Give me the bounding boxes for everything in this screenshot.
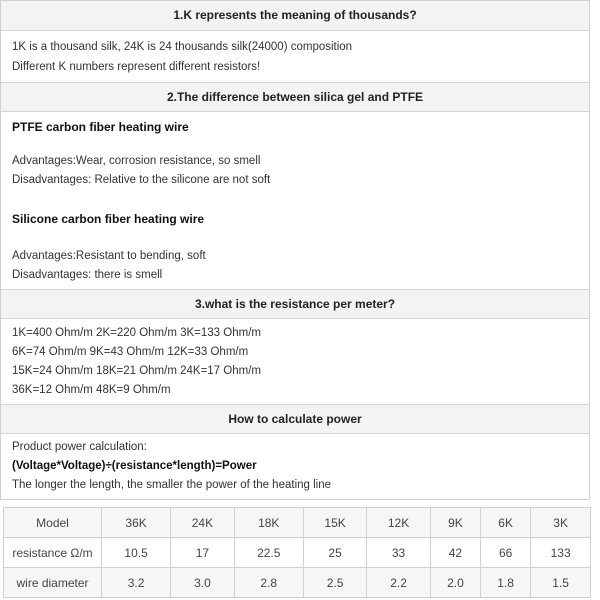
ptfe-advantages: Advantages:Wear, corrosion resistance, so smell (12, 155, 261, 167)
resistance-cell: 42 (430, 538, 480, 568)
silicone-disadvantages: Disadvantages: there is smell (12, 269, 163, 281)
model-cell: 9K (430, 508, 480, 538)
silicone-heading: Silicone carbon fiber heating wire (12, 212, 205, 226)
table-row-model (4, 508, 591, 538)
model-cell: 12K (367, 508, 430, 538)
resistance-label: resistance Ω/m (4, 538, 102, 568)
table-row-resistance (4, 538, 591, 568)
model-cell: 15K (303, 508, 366, 538)
diameter-cell: 3.0 (171, 568, 234, 598)
spec-table (3, 507, 591, 598)
resistance-cell: 17 (171, 538, 234, 568)
k-meaning-line-2: Different K numbers represent different resistors! (12, 61, 261, 73)
table-row-diameter (4, 568, 591, 598)
diameter-cell: 2.0 (430, 568, 480, 598)
ptfe-disadvantages: Disadvantages: Relative to the silicone are not soft (12, 174, 271, 186)
diameter-cell: 3.2 (102, 568, 171, 598)
section-title-k-meaning: 1.K represents the meaning of thousands? (1, 1, 589, 31)
resistance-cell: 66 (481, 538, 531, 568)
k-meaning-line-1: 1K is a thousand silk, 24K is 24 thousands silk(24000) composition (12, 41, 353, 53)
resistance-line-4: 36K=12 Ohm/m 48K=9 Ohm/m (12, 384, 171, 396)
diameter-label: wire diameter (4, 568, 102, 598)
model-cell: 6K (481, 508, 531, 538)
resistance-line-2: 6K=74 Ohm/m 9K=43 Ohm/m 12K=33 Ohm/m (12, 346, 249, 358)
resistance-line-1: 1K=400 Ohm/m 2K=220 Ohm/m 3K=133 Ohm/m (12, 327, 261, 339)
model-label: Model (4, 508, 102, 538)
model-cell: 18K (234, 508, 303, 538)
silicone-advantages: Advantages:Resistant to bending, soft (12, 250, 206, 262)
resistance-cell: 33 (367, 538, 430, 568)
power-intro: Product power calculation: (12, 441, 147, 453)
power-formula: (Voltage*Voltage)÷(resistance*length)=Power (12, 460, 257, 472)
section-title-difference: 2.The difference between silica gel and PTFE (1, 82, 589, 112)
diameter-cell: 2.5 (303, 568, 366, 598)
resistance-cell: 133 (531, 538, 591, 568)
resistance-cell: 10.5 (102, 538, 171, 568)
diameter-cell: 1.5 (531, 568, 591, 598)
diameter-cell: 1.8 (481, 568, 531, 598)
section-title-power: How to calculate power (1, 404, 589, 434)
resistance-line-3: 15K=24 Ohm/m 18K=21 Ohm/m 24K=17 Ohm/m (12, 365, 261, 377)
section-title-resistance: 3.what is the resistance per meter? (1, 289, 589, 319)
diameter-cell: 2.8 (234, 568, 303, 598)
model-cell: 3K (531, 508, 591, 538)
ptfe-heading: PTFE carbon fiber heating wire (12, 120, 189, 134)
model-cell: 24K (171, 508, 234, 538)
diameter-cell: 2.2 (367, 568, 430, 598)
resistance-cell: 22.5 (234, 538, 303, 568)
model-cell: 36K (102, 508, 171, 538)
power-note: The longer the length, the smaller the power of the heating line (12, 479, 332, 491)
resistance-cell: 25 (303, 538, 366, 568)
